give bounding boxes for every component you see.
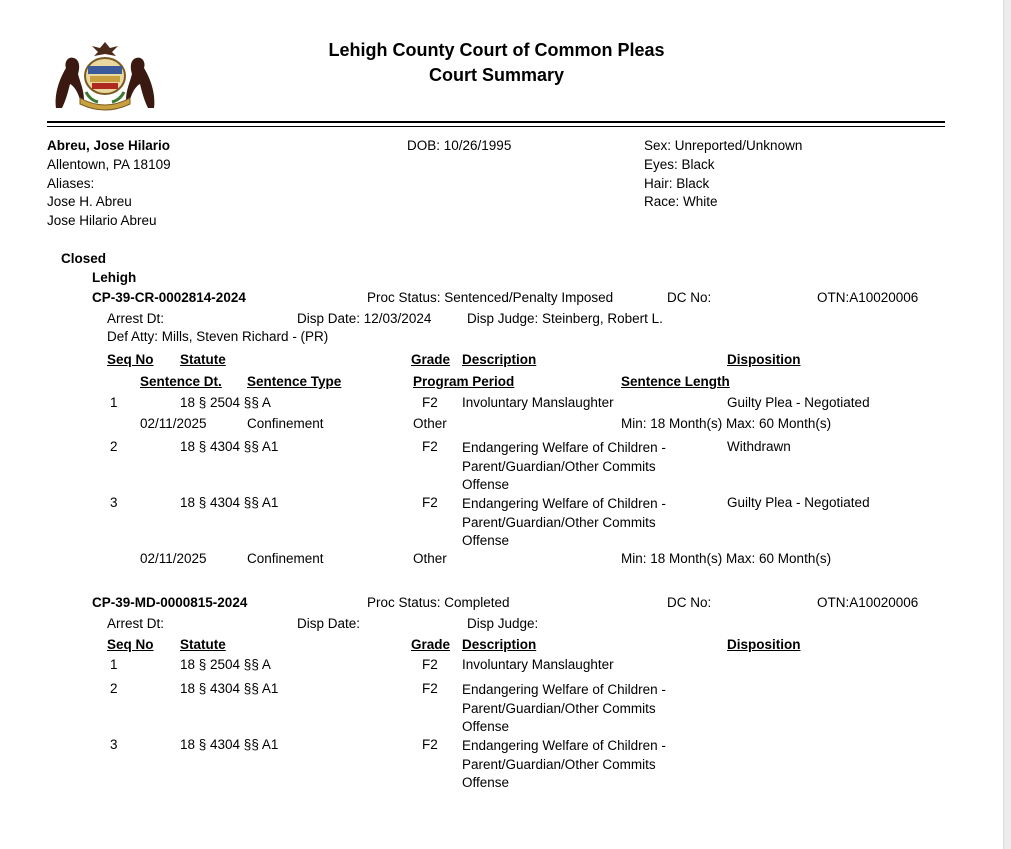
- case-status-group: Closed: [61, 251, 107, 266]
- program-period: Other: [413, 551, 447, 566]
- docket-number: CP-39-MD-0000815-2024: [92, 595, 248, 610]
- disposition-date: Disp Date: 12/03/2024: [297, 311, 432, 326]
- charge-seq: 3: [110, 737, 118, 752]
- col-seq-no: Seq No: [107, 352, 154, 367]
- docket-number: CP-39-CR-0002814-2024: [92, 290, 246, 305]
- report-title: Court Summary: [428, 65, 565, 85]
- col-statute: Statute: [180, 637, 226, 652]
- charge-statute: 18 § 2504 §§ A: [180, 395, 271, 410]
- header-rule-bottom: [47, 126, 945, 127]
- charge-statute: 18 § 4304 §§ A1: [180, 681, 279, 696]
- col-disposition: Disposition: [727, 637, 801, 652]
- charge-statute: 18 § 2504 §§ A: [180, 657, 271, 672]
- dc-number: DC No:: [667, 595, 712, 610]
- charge-grade: F2: [422, 439, 438, 454]
- charge-description: Endangering Welfare of Children - Parent/Guardian/Other Commits Offense: [462, 682, 666, 734]
- charge-grade: F2: [422, 495, 438, 510]
- disposition-judge: Disp Judge:: [467, 616, 539, 631]
- otn-number: OTN:A10020006: [817, 595, 919, 610]
- col-seq-no: Seq No: [107, 637, 154, 652]
- charge-description: Involuntary Manslaughter: [462, 657, 614, 672]
- col-program-period: Program Period: [413, 374, 515, 389]
- county-name: Lehigh: [92, 270, 137, 285]
- col-grade: Grade: [411, 637, 451, 652]
- charge-grade: F2: [422, 737, 438, 752]
- charge-description: Involuntary Manslaughter: [462, 395, 614, 410]
- col-sentence-date: Sentence Dt.: [140, 374, 222, 389]
- charge-seq: 1: [110, 395, 118, 410]
- col-grade: Grade: [411, 352, 451, 367]
- proc-status: Proc Status: Completed: [367, 595, 510, 610]
- defendant-address: Allentown, PA 18109: [47, 157, 171, 172]
- arrest-date: Arrest Dt:: [107, 311, 165, 326]
- charge-description: Endangering Welfare of Children - Parent/Guardian/Other Commits Offense: [462, 738, 666, 790]
- charge-statute: 18 § 4304 §§ A1: [180, 495, 279, 510]
- alias-item: Jose H. Abreu: [47, 194, 132, 209]
- col-statute: Statute: [180, 352, 226, 367]
- alias-item: Jose Hilario Abreu: [47, 213, 157, 228]
- defendant-eyes: Eyes: Black: [644, 157, 715, 172]
- charge-grade: F2: [422, 657, 438, 672]
- vertical-scrollbar[interactable]: [1003, 0, 1011, 849]
- sentence-type: Confinement: [247, 416, 324, 431]
- charge-seq: 2: [110, 439, 118, 454]
- defendant-name: Abreu, Jose Hilario: [47, 138, 171, 153]
- program-period: Other: [413, 416, 447, 431]
- defense-attorney: Def Atty: Mills, Steven Richard - (PR): [107, 329, 329, 344]
- col-disposition: Disposition: [727, 352, 801, 367]
- charge-grade: F2: [422, 395, 438, 410]
- aliases-label: Aliases:: [47, 176, 95, 191]
- defendant-hair: Hair: Black: [644, 176, 710, 191]
- col-description: Description: [462, 637, 537, 652]
- charge-description: Endangering Welfare of Children - Parent/Guardian/Other Commits Offense: [462, 440, 666, 492]
- col-description: Description: [462, 352, 537, 367]
- disposition-judge: Disp Judge: Steinberg, Robert L.: [467, 311, 663, 326]
- sentence-date: 02/11/2025: [140, 416, 207, 431]
- charge-statute: 18 § 4304 §§ A1: [180, 439, 279, 454]
- defendant-dob: DOB: 10/26/1995: [407, 138, 512, 153]
- sentence-length: Min: 18 Month(s) Max: 60 Month(s): [621, 416, 832, 431]
- arrest-date: Arrest Dt:: [107, 616, 165, 631]
- otn-number: OTN:A10020006: [817, 290, 919, 305]
- charge-seq: 1: [110, 657, 118, 672]
- defendant-race: Race: White: [644, 194, 718, 209]
- disposition-date: Disp Date:: [297, 616, 361, 631]
- charge-seq: 3: [110, 495, 118, 510]
- proc-status: Proc Status: Sentenced/Penalty Imposed: [367, 290, 614, 305]
- defendant-sex: Sex: Unreported/Unknown: [644, 138, 803, 153]
- header-rule-top: [47, 121, 945, 123]
- col-sentence-length: Sentence Length: [621, 374, 730, 389]
- charge-disposition: Guilty Plea - Negotiated: [727, 395, 870, 410]
- charge-disposition: Withdrawn: [727, 439, 791, 454]
- sentence-type: Confinement: [247, 551, 324, 566]
- charge-disposition: Guilty Plea - Negotiated: [727, 495, 870, 510]
- sentence-date: 02/11/2025: [140, 551, 207, 566]
- charge-grade: F2: [422, 681, 438, 696]
- sentence-length: Min: 18 Month(s) Max: 60 Month(s): [621, 551, 832, 566]
- charge-seq: 2: [110, 681, 118, 696]
- col-sentence-type: Sentence Type: [247, 374, 342, 389]
- court-title: Lehigh County Court of Common Pleas: [328, 40, 665, 60]
- dc-number: DC No:: [667, 290, 712, 305]
- charge-statute: 18 § 4304 §§ A1: [180, 737, 279, 752]
- charge-description: Endangering Welfare of Children - Parent/Guardian/Other Commits Offense: [462, 496, 666, 548]
